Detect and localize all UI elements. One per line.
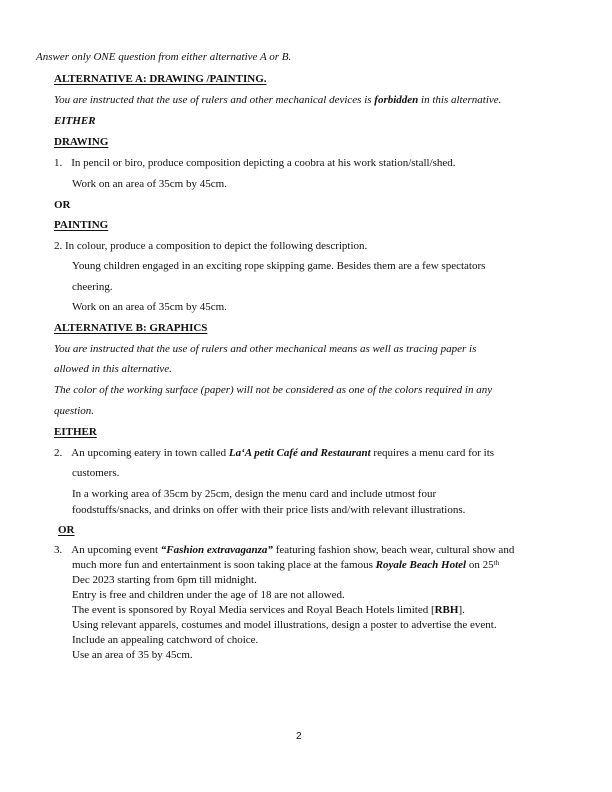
alt-b-note1-line1: You are instructed that the use of rulers and other mechanical means as well as tracing paper is xyxy=(54,343,477,355)
restaurant-name: La‘A petit Café and Restaurant xyxy=(228,447,371,459)
question-3-line5 xyxy=(72,604,465,617)
alt-b-note1-line2: allowed in this alternative. xyxy=(54,363,172,375)
alt-b-note2-line2: question. xyxy=(54,405,95,417)
question-number: 1. xyxy=(54,157,63,169)
ordinal-suffix: th xyxy=(493,559,500,567)
text-end: on 25 xyxy=(466,559,494,571)
question-2-task-line1: In a working area of 35cm by 25cm, design the menu card and include utmost four xyxy=(72,488,437,500)
text: much more fun and entertainment is soon taking place at the famous xyxy=(72,559,376,571)
question-3-line6: Using relevant apparels, costumes and model illustrations, design a poster to advertise the event. xyxy=(72,619,497,631)
question-3-line8: Use an area of 35 by 45cm. xyxy=(72,649,193,661)
alt-b-note2-line1: The color of the working surface (paper) will not be considered as one of the colors required in any xyxy=(54,384,493,396)
alt-a-heading: ALTERNATIVE A: DRAWING /PAINTING. xyxy=(54,73,267,85)
sponsor-abbrev: RBH xyxy=(434,604,459,616)
question-1-area: Work on an area of 35cm by 45cm. xyxy=(72,178,227,190)
question-3-line3: Dec 2023 starting from 6pm till midnight. xyxy=(72,574,257,586)
question-2-graphics xyxy=(54,447,494,460)
note-text-end: in this alternative. xyxy=(418,94,502,106)
alt-a-note xyxy=(54,94,501,107)
venue-name: Royale Beach Hotel xyxy=(375,559,467,571)
question-2-task-line2: foodstuffs/snacks, and drinks on offer with their price lists and/with relevant illustrations. xyxy=(72,504,466,516)
question-text: In pencil or biro, produce composition depicting a coobra at his work station/stall/shed. xyxy=(71,157,456,169)
alt-b-heading: ALTERNATIVE B: GRAPHICS xyxy=(54,322,208,334)
instructions: Answer only ONE question from either alternative A or B. xyxy=(36,51,292,63)
question-2-painting: 2. In colour, produce a composition to depict the following description. xyxy=(54,240,368,252)
alt-a-or: OR xyxy=(54,199,71,211)
text-end: ]. xyxy=(458,604,465,616)
question-3 xyxy=(54,544,514,557)
alt-b-either: EITHER xyxy=(54,426,97,438)
question-2-description-line1: Young children engaged in an exciting rope skipping game. Besides them are a few spectators xyxy=(72,260,486,272)
question-3-line4: Entry is free and children under the age of 18 are not allowed. xyxy=(72,589,345,601)
question-text: An upcoming event xyxy=(71,544,161,556)
question-3-line7: Include an appealing catchword of choice. xyxy=(72,634,259,646)
question-1 xyxy=(54,157,456,170)
question-3-line2 xyxy=(72,559,499,572)
event-name: “Fashion extravaganza” xyxy=(160,544,273,556)
question-text: An upcoming eatery in town called xyxy=(71,447,229,459)
page-number: 2 xyxy=(296,731,302,742)
question-2-area: Work on an area of 35cm by 45cm. xyxy=(72,301,227,313)
painting-heading: PAINTING xyxy=(54,219,109,231)
alt-b-or: OR xyxy=(58,524,75,536)
question-2-graphics-line2: customers. xyxy=(72,467,120,479)
note-text: You are instructed that the use of rulers and other mechanical devices is xyxy=(54,94,375,106)
alt-a-either: EITHER xyxy=(54,115,96,127)
drawing-heading: DRAWING xyxy=(54,136,109,148)
text: The event is sponsored by Royal Media services and Royal Beach Hotels limited [ xyxy=(72,604,435,616)
note-emphasis: forbidden xyxy=(374,94,419,106)
question-text-end: featuring fashion show, beach wear, cultural show and xyxy=(272,544,515,556)
question-number: 3. xyxy=(54,544,63,556)
question-number: 2. xyxy=(54,447,63,459)
question-text-end: requires a menu card for its xyxy=(370,447,495,459)
question-2-description-line2: cheering. xyxy=(72,281,113,293)
